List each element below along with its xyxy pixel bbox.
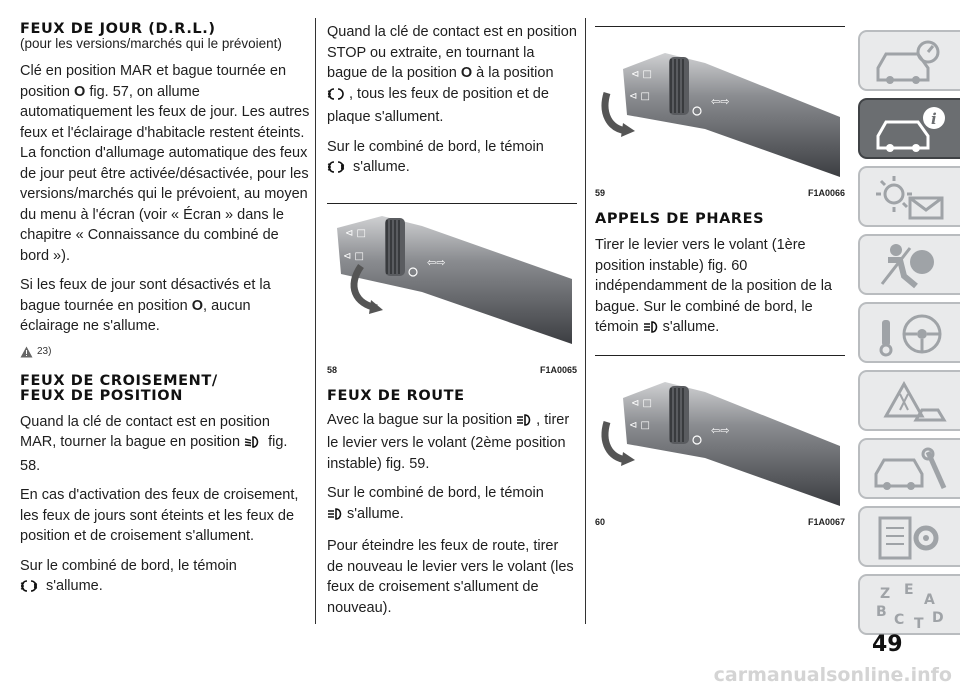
column-divider	[315, 18, 316, 624]
paragraph: En cas d'activation des feux de croisement, les feux de jours sont éteints et les feux de position et de croisement s'allument.	[20, 487, 299, 544]
svg-text:⊲ □: ⊲ □	[343, 250, 365, 262]
column-2	[327, 22, 577, 627]
car-service-icon	[870, 444, 950, 496]
figure-60	[595, 355, 845, 527]
tab-specs[interactable]	[858, 506, 960, 567]
high-beam-icon	[643, 320, 663, 334]
warning-triangle-icon	[870, 376, 950, 428]
tab-index[interactable]	[858, 574, 960, 635]
paragraph: Si les feux de jour sont désactivés et la bague tournée en position O, aucun éclairage ne s'allume.	[20, 277, 271, 334]
column-divider	[585, 18, 586, 624]
paragraph: Avec la bague sur la position , tirer le levier vers le volant (2ème position instable) fig. 59.	[327, 411, 570, 472]
svg-text:T: T	[914, 616, 924, 632]
position-lights-icon	[20, 579, 46, 593]
section-title-drl: FEUX DE JOUR (D.R.L.)	[20, 21, 216, 37]
figure-59	[595, 26, 845, 198]
svg-text:Z: Z	[880, 586, 891, 602]
warning-reference: 23)	[20, 346, 310, 358]
tab-warning-lights[interactable]	[858, 166, 960, 227]
light-stalk-illustration	[595, 27, 845, 187]
paragraph: Tirer le levier vers le volant (1ère position instable) fig. 60 indépendamment de la position de la bague. Sur le combiné de bord, le témoin s'allume.	[595, 237, 832, 335]
svg-text:C: C	[894, 612, 905, 628]
paragraph: Sur le combiné de bord, le témoin s'allume.	[327, 138, 544, 175]
svg-text:⇦⇨: ⇦⇨	[711, 95, 730, 108]
svg-text:B: B	[876, 604, 887, 620]
specs-gear-icon	[870, 512, 950, 564]
svg-text:A: A	[924, 592, 935, 608]
svg-text:⊲ □: ⊲ □	[631, 397, 653, 409]
paragraph: Quand la clé de contact est en position MAR, tourner la bague en position fig. 58.	[20, 413, 288, 474]
section-subtitle: (pour les versions/marchés qui le prévoient)	[20, 36, 282, 51]
svg-text:⇦⇨: ⇦⇨	[711, 423, 730, 437]
svg-text:⇦⇨: ⇦⇨	[427, 255, 446, 269]
position-lights-icon	[327, 160, 353, 174]
paragraph: Pour éteindre les feux de route, tirer de nouveau le levier vers le volant (les feux de croisement s'allument de nouveau).	[327, 538, 574, 616]
tab-starting[interactable]	[858, 302, 960, 363]
column-3	[595, 26, 845, 527]
car-dashboard-icon	[870, 36, 950, 88]
svg-text:D: D	[932, 610, 944, 626]
chapter-tabs	[858, 30, 960, 642]
warning-lights-icon	[870, 172, 950, 224]
warning-icon	[20, 346, 33, 358]
car-info-icon	[870, 104, 950, 156]
tab-maintenance[interactable]	[858, 438, 960, 499]
high-beam-icon	[516, 413, 536, 427]
figure-caption: 58 F1A0065	[327, 364, 577, 375]
high-beam-icon	[327, 507, 347, 521]
tab-knowledge[interactable]	[858, 98, 960, 159]
tab-dashboard[interactable]	[858, 30, 960, 91]
svg-text:E: E	[904, 582, 914, 598]
steering-key-icon	[870, 308, 950, 360]
light-stalk-illustration	[327, 204, 577, 364]
paragraph: Sur le combiné de bord, le témoin s'allume.	[20, 557, 237, 594]
airbag-seat-icon	[870, 240, 950, 292]
section-title-low-beam: FEUX DE CROISEMENT/ FEUX DE POSITION	[20, 372, 218, 404]
paragraph: Clé en position MAR et bague tournée en position O fig. 57, on allume automatiquement les feux de jour. Les autres feux et l'éclairage d'habitacle restent éteints. La fonction d'allumage automatique des feux de jour peut être activée/désactivée, pour les versions/marchés qui le prévoient, au moyen du menu à l'écran (voir « Écran » dans le chapitre « Connaissance du combiné de bord »).	[20, 63, 310, 264]
figure-caption: 59 F1A0066	[595, 188, 845, 198]
watermark: carmanualsonline.info	[713, 664, 952, 686]
figure-caption: 60 F1A0067	[595, 516, 845, 527]
tab-safety[interactable]	[858, 234, 960, 295]
tab-emergency[interactable]	[858, 370, 960, 431]
svg-text:i: i	[931, 110, 937, 128]
svg-text:⊲ □: ⊲ □	[345, 227, 367, 239]
position-lights-icon	[327, 87, 349, 101]
section-title-flash: APPELS DE PHARES	[595, 211, 765, 227]
light-stalk-illustration	[595, 356, 845, 516]
svg-text:⊲ □: ⊲ □	[629, 91, 651, 102]
paragraph: Quand la clé de contact est en position STOP ou extraite, en tournant la bague de la position O à la position , tous les feux de position et de plaque s'allument.	[327, 24, 577, 125]
low-beam-icon	[244, 435, 264, 449]
figure-58	[327, 203, 577, 375]
column-1	[20, 22, 310, 609]
paragraph: Sur le combiné de bord, le témoin s'allume.	[327, 485, 544, 522]
page-number: 49	[872, 632, 903, 657]
svg-text:⊲ □: ⊲ □	[631, 69, 653, 80]
alphabet-index-icon	[870, 580, 950, 632]
section-title-high-beam: FEUX DE ROUTE	[327, 387, 465, 404]
svg-text:⊲ □: ⊲ □	[629, 419, 651, 431]
